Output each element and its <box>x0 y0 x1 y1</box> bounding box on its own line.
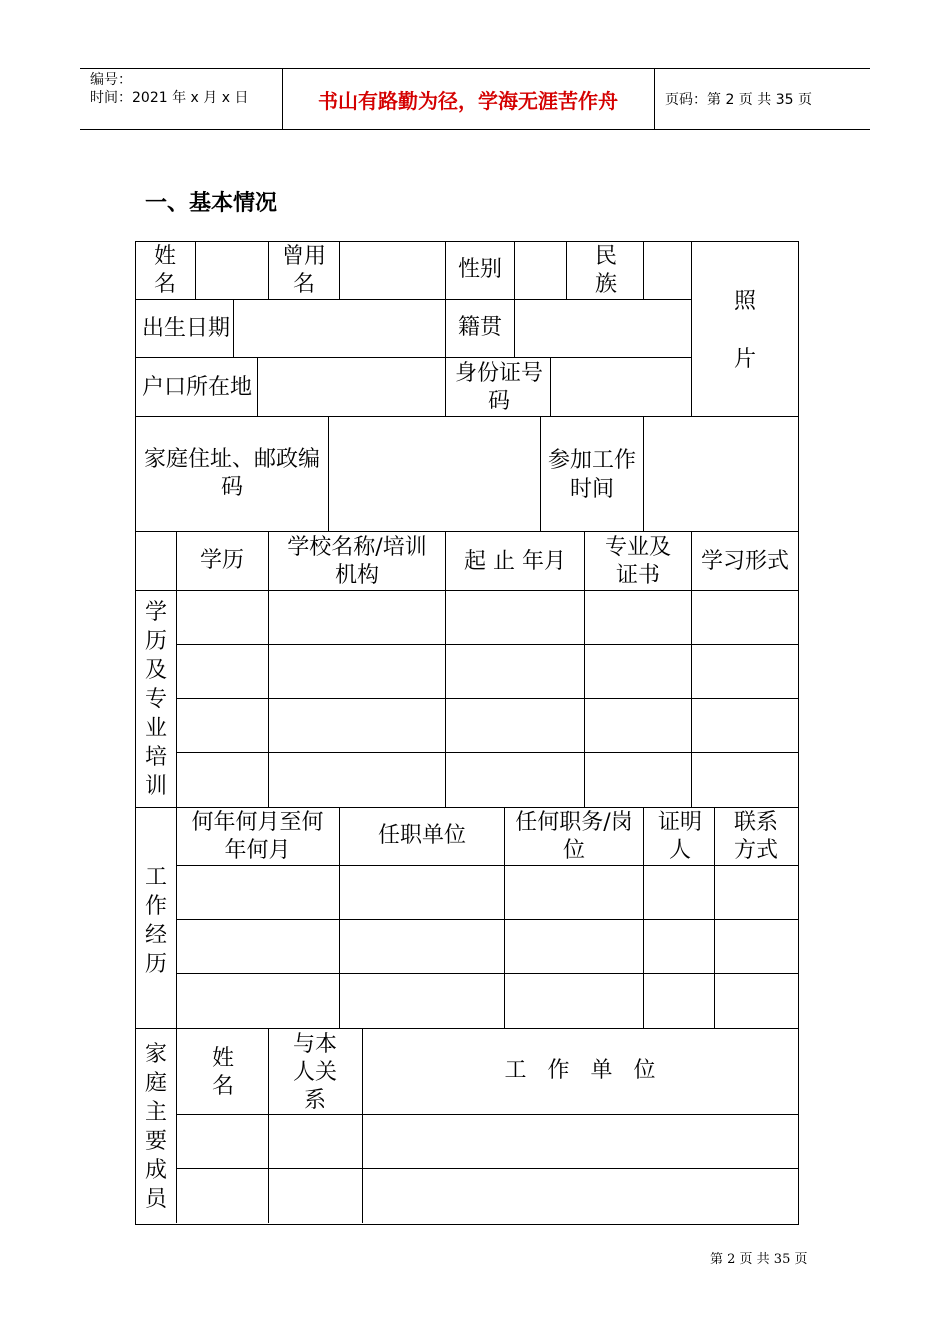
row-line <box>135 299 691 300</box>
gender-label: 性别 <box>457 257 502 282</box>
col-line <box>176 807 177 1028</box>
work-header-employer: 任职单位 <box>377 823 466 848</box>
col-line <box>445 531 446 807</box>
col-line <box>584 531 585 807</box>
col-line <box>540 416 541 531</box>
work-section-label: 工作经历 <box>144 865 167 977</box>
col-line <box>268 1028 269 1223</box>
family-header-relation: 与本人关系 <box>292 1031 337 1113</box>
edu-header-form: 学习形式 <box>700 548 789 574</box>
former-name-label: 曾用名 <box>281 244 326 297</box>
row-line <box>135 357 691 358</box>
col-line <box>504 807 505 1028</box>
header-motto: 书山有路勤为径，学海无涯苦作舟 <box>318 88 618 113</box>
row-line <box>176 919 798 920</box>
native-place-label: 籍贯 <box>457 315 502 340</box>
page-header <box>80 68 870 130</box>
col-line <box>643 807 644 1028</box>
col-line <box>691 531 692 807</box>
address-postcode-label: 家庭住址、邮政编码 <box>143 446 320 500</box>
row-line <box>176 865 798 866</box>
edu-header-major: 专业及证书 <box>604 534 671 588</box>
work-header-contact: 联系方式 <box>733 810 778 863</box>
col-line <box>566 241 567 299</box>
header-page-number: 页码：第 2 页 共 35 页 <box>665 92 812 108</box>
ethnicity-label: 民族 <box>594 244 617 297</box>
row-line <box>135 590 798 591</box>
family-section-label: 家庭主要成员 <box>144 1042 167 1212</box>
col-line <box>643 416 644 531</box>
col-line <box>328 416 329 531</box>
col-line <box>691 241 692 416</box>
col-line <box>643 241 644 299</box>
row-line <box>176 752 798 753</box>
photo-label: 照片 <box>733 289 756 372</box>
id-number-label: 身份证号码 <box>455 360 544 414</box>
edu-header-degree: 学历 <box>199 547 244 573</box>
row-line <box>176 698 798 699</box>
page-footer: 第 2 页 共 35 页 <box>710 1252 808 1267</box>
row-line <box>176 644 798 645</box>
col-line <box>257 357 258 416</box>
col-line <box>339 241 340 299</box>
time-label: 时间：2021 年 x 月 x 日 <box>90 90 249 106</box>
header-meta <box>90 71 248 107</box>
col-line <box>550 357 551 416</box>
col-line <box>268 531 269 807</box>
header-divider <box>654 69 655 129</box>
work-header-witness: 证明人 <box>657 810 702 863</box>
work-start-label: 参加工作时间 <box>547 448 636 502</box>
name-label: 姓名 <box>153 244 176 297</box>
section-title: 一、基本情况 <box>145 191 278 216</box>
row-line <box>176 1114 798 1115</box>
birth-date-label: 出生日期 <box>141 316 230 341</box>
basic-info-form <box>135 241 798 1224</box>
col-line <box>195 241 196 299</box>
family-header-name: 姓名 <box>211 1045 234 1099</box>
work-header-period: 何年何月至何年何月 <box>191 810 324 863</box>
col-line <box>514 299 515 357</box>
edu-header-period: 起 止 年月 <box>464 548 566 574</box>
family-header-workplace: 工 作 单 位 <box>504 1058 656 1083</box>
household-label: 户口所在地 <box>141 374 252 400</box>
col-line <box>176 1028 177 1223</box>
col-line <box>268 241 269 299</box>
col-line <box>514 241 515 299</box>
edu-header-school: 学校名称/培训机构 <box>287 534 427 588</box>
row-line <box>176 1168 798 1169</box>
work-header-position: 任何职务/岗位 <box>515 810 633 863</box>
row-line <box>176 973 798 974</box>
number-label: 编号： <box>90 72 132 88</box>
col-line <box>714 807 715 1028</box>
col-line <box>233 299 234 357</box>
education-section-label: 学历及专业培训 <box>144 599 167 799</box>
